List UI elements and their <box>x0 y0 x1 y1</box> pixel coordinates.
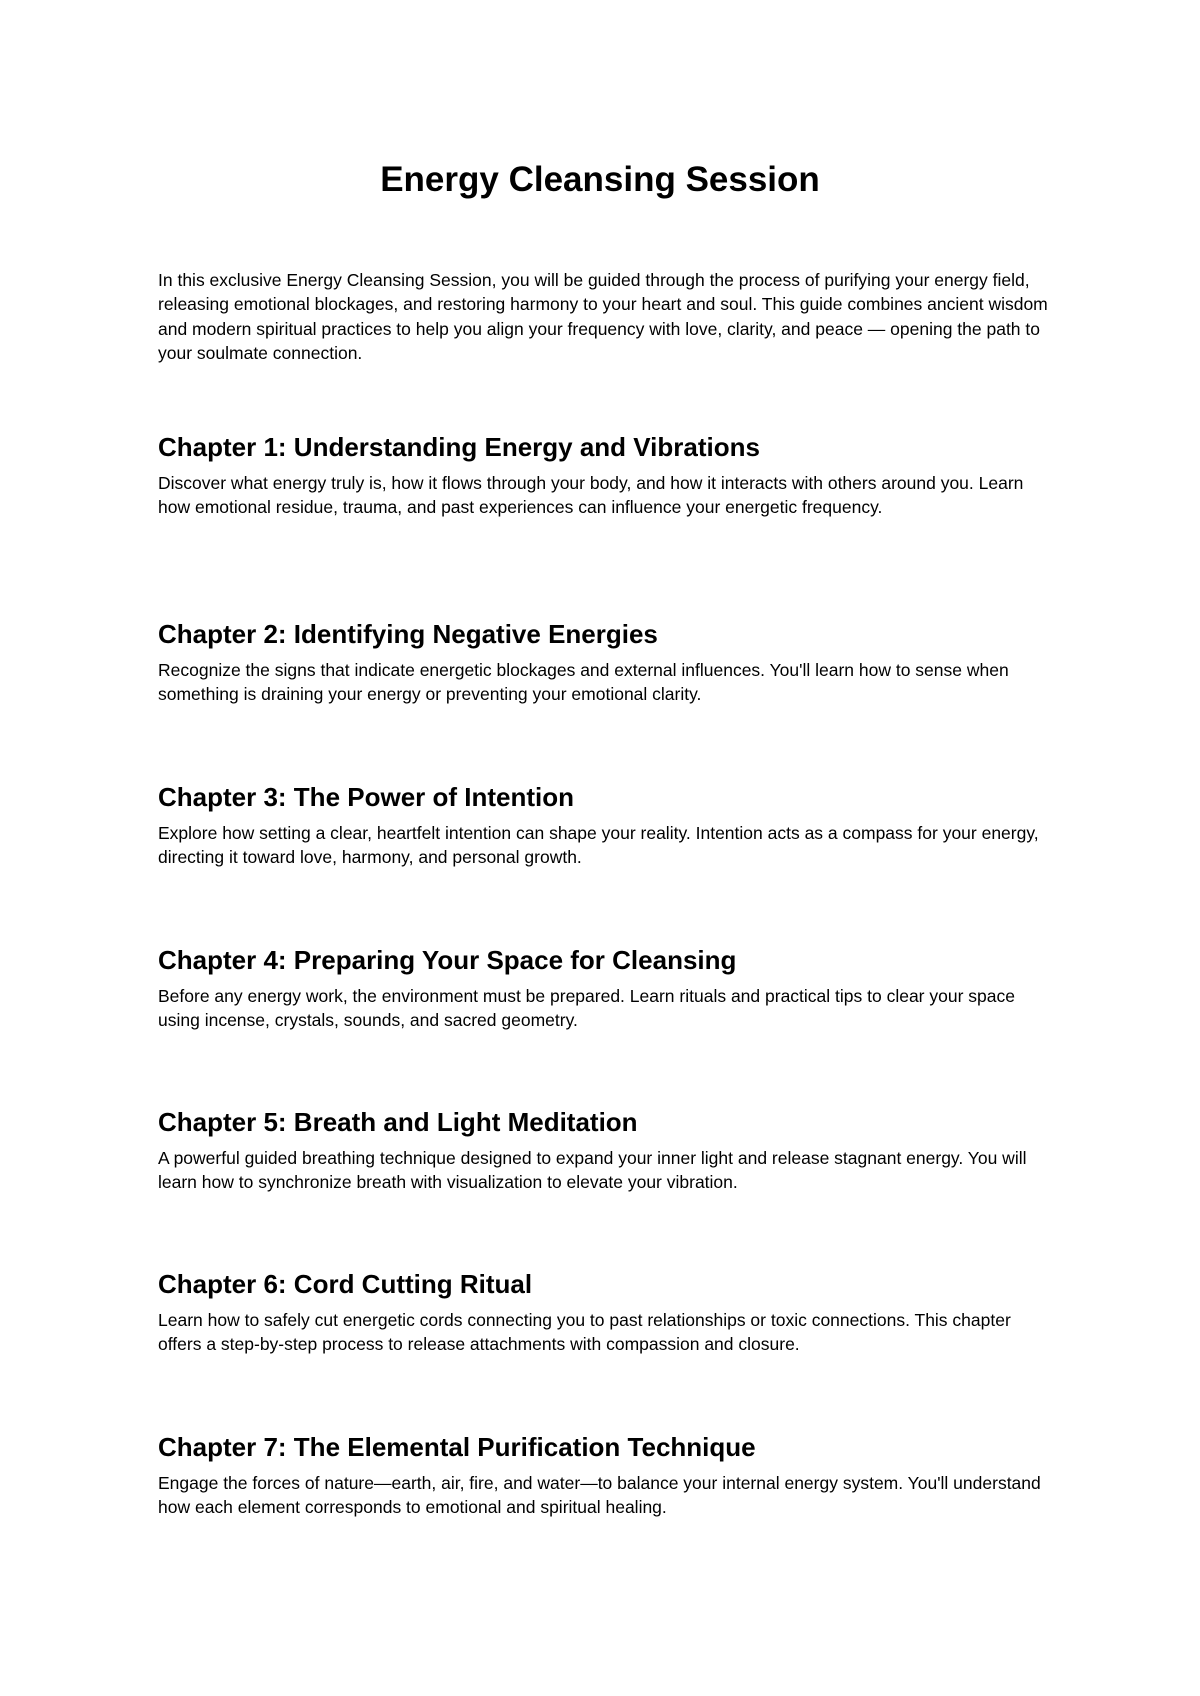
chapter-4-heading: Chapter 4: Preparing Your Space for Cleansing <box>158 945 737 975</box>
chapter-2-section <box>158 617 1058 707</box>
chapter-5-section <box>158 1105 1058 1195</box>
chapter-2-body: Recognize the signs that indicate energetic blockages and external influences. You'll learn how to sense when something is draining your energy or preventing your emotional clarity. <box>158 660 1009 705</box>
chapter-6-heading: Chapter 6: Cord Cutting Ritual <box>158 1269 533 1299</box>
chapter-4-section <box>158 943 1058 1033</box>
chapter-1-body: Discover what energy truly is, how it flows through your body, and how it interacts with others around you. Learn how emotional residue, trauma, and past experiences can influence your energetic frequency. <box>158 473 1024 518</box>
chapter-4-body: Before any energy work, the environment must be prepared. Learn rituals and practical tips to clear your space using incense, crystals, sounds, and sacred geometry. <box>158 986 1015 1031</box>
chapter-7-body: Engage the forces of nature—earth, air, fire, and water—to balance your internal energy system. You'll understand how each element corresponds to emotional and spiritual healing. <box>158 1473 1041 1518</box>
chapter-5-heading: Chapter 5: Breath and Light Meditation <box>158 1107 638 1137</box>
chapter-3-body: Explore how setting a clear, heartfelt intention can shape your reality. Intention acts as a compass for your energy, directing it toward love, harmony, and personal growth. <box>158 823 1039 868</box>
chapter-2-heading: Chapter 2: Identifying Negative Energies <box>158 619 658 649</box>
chapter-6-section <box>158 1267 1058 1357</box>
chapter-7-heading: Chapter 7: The Elemental Purification Technique <box>158 1432 756 1462</box>
chapter-6-body: Learn how to safely cut energetic cords connecting you to past relationships or toxic connections. This chapter offers a step-by-step process to release attachments with compassion and closure. <box>158 1310 1011 1355</box>
chapter-3-heading: Chapter 3: The Power of Intention <box>158 782 575 812</box>
chapter-1-section <box>158 430 1058 520</box>
intro-paragraph: In this exclusive Energy Cleansing Session, you will be guided through the process of purifying your energy field, releasing emotional blockages, and restoring harmony to your heart and soul. This guide combines ancient wisdom and modern spiritual practices to help you align your frequency with love, clarity, and peace — opening the path to your soulmate connection. <box>158 270 1048 364</box>
chapter-1-heading: Chapter 1: Understanding Energy and Vibrations <box>158 432 760 462</box>
chapter-5-body: A powerful guided breathing technique designed to expand your inner light and release stagnant energy. You will learn how to synchronize breath with visualization to elevate your vibration. <box>158 1148 1027 1193</box>
chapter-3-section <box>158 780 1058 870</box>
page-title: Energy Cleansing Session <box>380 160 820 199</box>
chapter-7-section <box>158 1430 1058 1520</box>
